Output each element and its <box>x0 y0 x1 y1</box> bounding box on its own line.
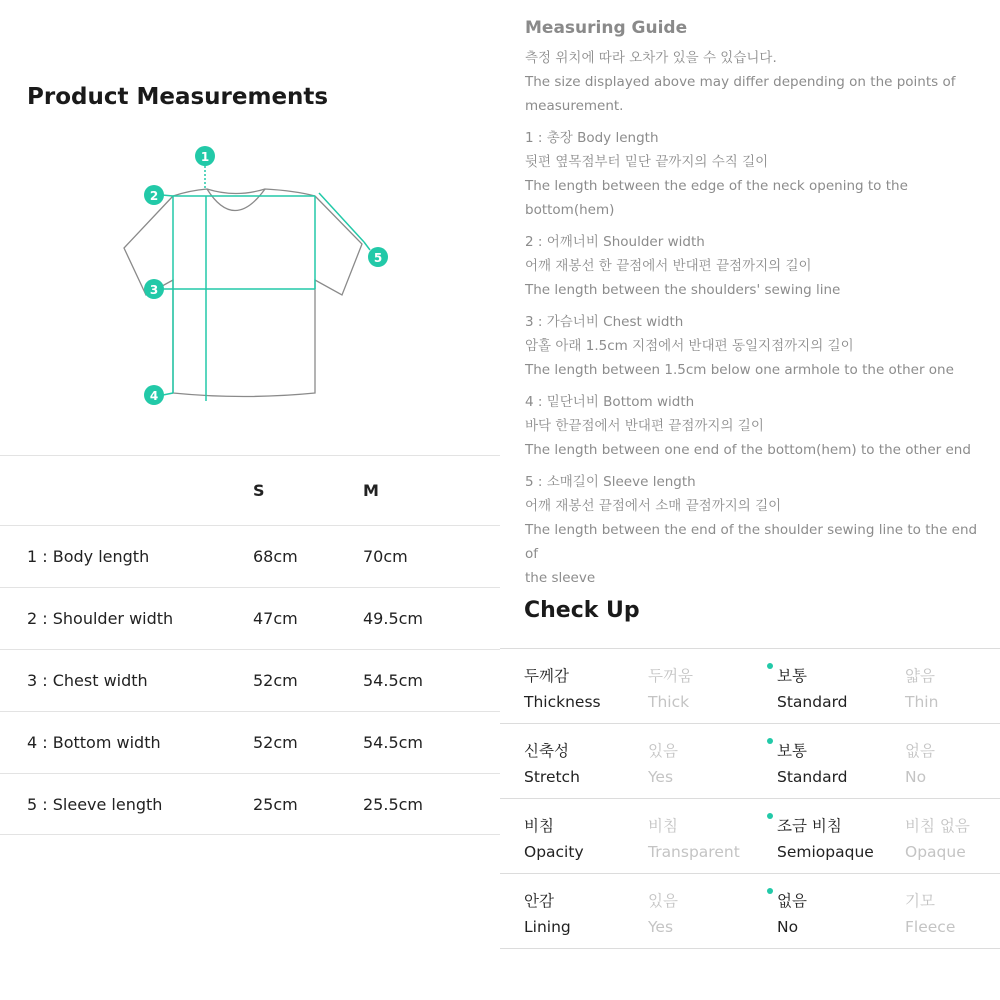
guide-item-shoulder-width <box>525 230 985 302</box>
option-no <box>905 738 935 790</box>
option-fleece <box>905 888 955 940</box>
check-row-lining <box>500 873 1000 948</box>
measurement-markers <box>144 146 388 405</box>
option-en: Standard <box>777 693 848 711</box>
guide-line: bottom(hem) <box>525 202 615 218</box>
size-table-header <box>0 455 500 525</box>
option-yes <box>648 738 678 790</box>
guide-line: measurement. <box>525 98 624 114</box>
marker-4 <box>144 385 164 405</box>
option-en: Semiopaque <box>777 843 874 861</box>
category-en: Lining <box>524 918 571 936</box>
category-lining <box>524 888 571 940</box>
option-thin <box>905 663 938 715</box>
guide-line: 측정 위치에 따라 오차가 있을 수 있습니다. <box>525 50 777 66</box>
measurement-label: 2 : Shoulder width <box>27 609 174 628</box>
guide-line: 어깨 재봉선 한 끝점에서 반대편 끝점까지의 길이 <box>525 258 812 274</box>
guide-item-chest-width <box>525 310 985 382</box>
check-row-opacity <box>500 798 1000 873</box>
size-s-value: 52cm <box>253 733 298 752</box>
marker-4-label: 4 <box>149 389 159 403</box>
guide-line: The length between 1.5cm below one armhole to the other one <box>525 362 954 378</box>
option-ko: 비침 <box>648 817 678 835</box>
size-m-value: 25.5cm <box>363 794 424 814</box>
bottom-leader <box>163 393 173 395</box>
option-ko: 기모 <box>905 892 935 910</box>
marker-2 <box>144 185 164 205</box>
selected-dot-icon <box>767 663 773 669</box>
option-ko: 얇음 <box>905 667 935 685</box>
option-ko: 조금 비침 <box>777 817 842 835</box>
marker-1-label: 1 <box>200 150 210 164</box>
header-size-m: M <box>363 481 379 500</box>
sleeve-length-line <box>319 193 364 242</box>
guide-line: 어깨 재봉선 끝점에서 소매 끝점까지의 길이 <box>525 498 782 514</box>
size-s-value: 25cm <box>253 794 298 814</box>
guide-line: The length between the shoulders' sewing line <box>525 282 841 298</box>
guide-line: 뒷편 옆목점부터 밑단 끝까지의 수직 길이 <box>525 154 769 170</box>
option-ko: 있음 <box>648 742 678 760</box>
measurement-label: 5 : Sleeve length <box>27 794 163 814</box>
marker-2-label: 2 <box>149 189 159 203</box>
guide-item-body-length <box>525 126 985 222</box>
category-en: Thickness <box>524 693 601 711</box>
option-en: Yes <box>648 768 674 786</box>
guide-item-sleeve-length <box>525 470 985 590</box>
selected-dot-icon <box>767 888 773 894</box>
category-ko: 두께감 <box>524 667 569 685</box>
option-standard-selected <box>777 663 848 715</box>
selected-dot-icon <box>767 813 773 819</box>
option-en: Thin <box>905 693 939 711</box>
check-row-thickness <box>500 648 1000 723</box>
guide-line: 바닥 한끝점에서 반대편 끝점까지의 길이 <box>525 418 764 434</box>
measurement-label: 4 : Bottom width <box>27 733 161 752</box>
guide-intro <box>525 46 985 118</box>
size-m-value: 54.5cm <box>363 733 424 752</box>
option-ko: 보통 <box>777 667 807 685</box>
table-row <box>0 587 500 649</box>
size-s-value: 52cm <box>253 671 298 690</box>
category-stretch <box>524 738 580 790</box>
option-transparent <box>648 813 740 865</box>
marker-3-label: 3 <box>149 283 159 297</box>
option-en: Standard <box>777 768 848 786</box>
measurement-label: 1 : Body length <box>27 547 150 566</box>
measuring-guide-title: Measuring Guide <box>525 18 688 38</box>
measuring-guide <box>525 18 985 590</box>
header-size-s: S <box>253 481 265 500</box>
size-s-value: 47cm <box>253 609 298 628</box>
option-en: Fleece <box>905 918 956 936</box>
option-en: Opaque <box>905 843 966 861</box>
category-en: Stretch <box>524 768 580 786</box>
option-opaque <box>905 813 970 865</box>
option-ko: 없음 <box>777 892 807 910</box>
check-row-stretch <box>500 723 1000 798</box>
marker-5-label: 5 <box>373 251 383 265</box>
option-thick <box>648 663 693 715</box>
size-m-value: 70cm <box>363 547 408 566</box>
marker-5 <box>368 247 388 267</box>
option-ko: 없음 <box>905 742 935 760</box>
measurement-label: 3 : Chest width <box>27 671 148 690</box>
option-en: No <box>777 918 799 936</box>
option-yes <box>648 888 678 940</box>
option-semiopaque-selected <box>777 813 874 865</box>
guide-line: The size displayed above may differ depending on the points of <box>525 74 956 90</box>
option-standard-selected <box>777 738 848 790</box>
category-ko: 비침 <box>524 817 554 835</box>
size-s-value: 68cm <box>253 547 298 566</box>
guide-line: 5 : 소매길이 Sleeve length <box>525 474 696 490</box>
table-row <box>0 773 500 835</box>
option-en: Transparent <box>648 843 740 861</box>
option-en: No <box>905 768 927 786</box>
size-m-value: 49.5cm <box>363 609 424 628</box>
guide-line: The length between one end of the bottom(hem) to the other end <box>525 442 971 458</box>
option-ko: 비침 없음 <box>905 817 970 835</box>
guide-line: The length between the end of the shoulder sewing line to the end of <box>525 522 978 562</box>
option-en: Thick <box>648 693 690 711</box>
guide-line: 1 : 총장 Body length <box>525 130 659 146</box>
selected-dot-icon <box>767 738 773 744</box>
tshirt-measurement-diagram <box>110 140 390 410</box>
product-measurements-title: Product Measurements <box>27 84 329 110</box>
sleeve-leader <box>364 242 370 250</box>
category-thickness <box>524 663 601 715</box>
table-row <box>0 711 500 773</box>
size-m-value: 54.5cm <box>363 671 424 690</box>
guide-line: 2 : 어깨너비 Shoulder width <box>525 234 705 250</box>
table-row <box>0 649 500 711</box>
category-ko: 신축성 <box>524 742 569 760</box>
measurement-lines <box>162 166 370 401</box>
guide-line: 4 : 밑단너비 Bottom width <box>525 394 695 410</box>
guide-line: 3 : 가슴너비 Chest width <box>525 314 684 330</box>
check-up-table <box>500 648 1000 949</box>
guide-item-bottom-width <box>525 390 985 462</box>
info-panel <box>500 0 1000 1000</box>
category-ko: 안감 <box>524 892 554 910</box>
option-en: Yes <box>648 918 674 936</box>
option-no-selected <box>777 888 807 940</box>
marker-3 <box>144 279 164 299</box>
guide-line: The length between the edge of the neck opening to the <box>525 178 908 194</box>
category-en: Opacity <box>524 843 584 861</box>
option-ko: 있음 <box>648 892 678 910</box>
option-ko: 두꺼움 <box>648 667 693 685</box>
table-row <box>0 525 500 587</box>
marker-1 <box>195 146 215 166</box>
option-ko: 보통 <box>777 742 807 760</box>
check-up-title: Check Up <box>524 598 640 623</box>
guide-line: the sleeve <box>525 570 596 586</box>
guide-line: 암홀 아래 1.5cm 지점에서 반대편 동일지점까지의 길이 <box>525 338 854 354</box>
category-opacity <box>524 813 584 865</box>
size-table <box>0 455 500 835</box>
